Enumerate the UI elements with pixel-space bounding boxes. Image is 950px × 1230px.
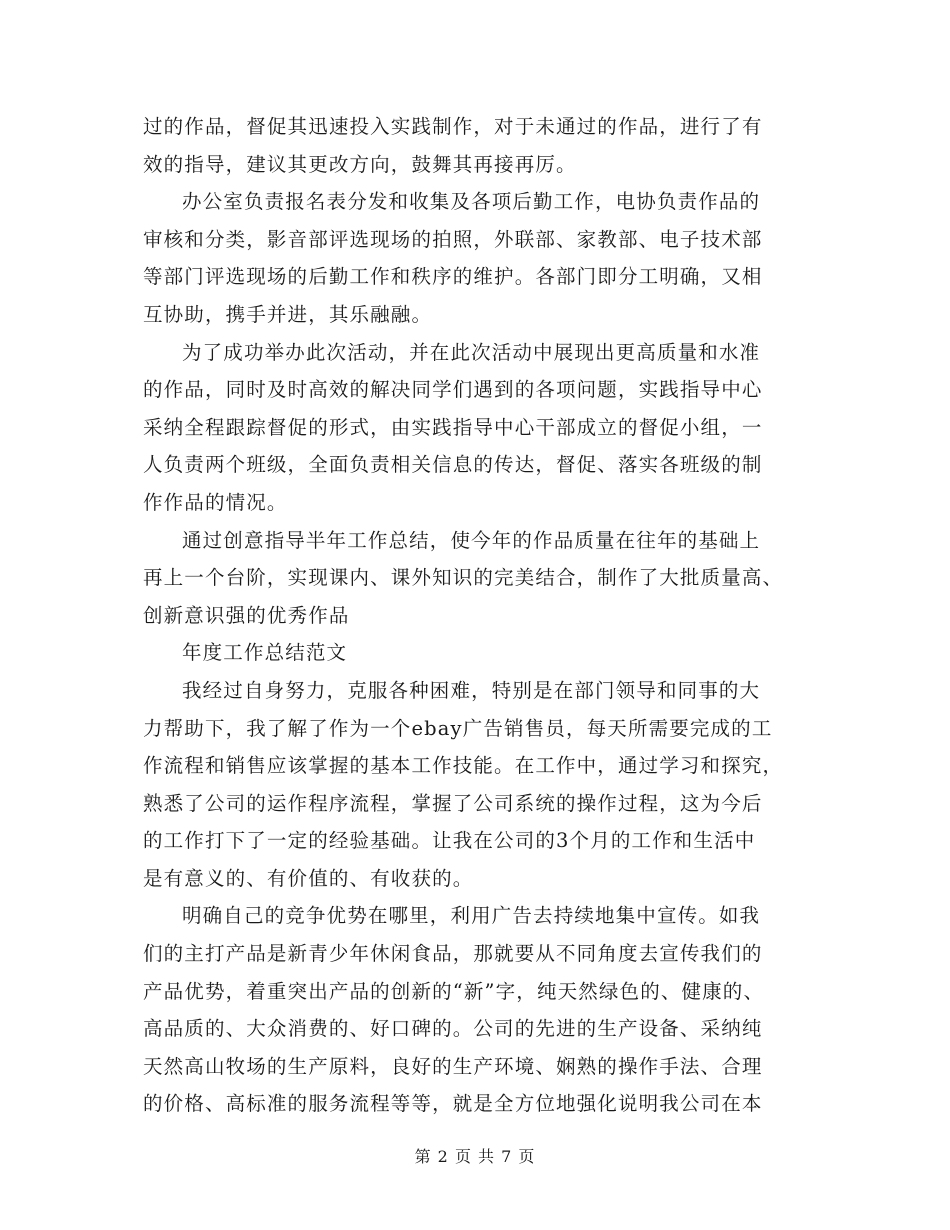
text-line: 审核和分类，影音部评选现场的拍照，外联部、家教部、电子技术部 [143, 227, 763, 251]
text-line: 是有意义的、有价值的、有收获的。 [143, 866, 474, 890]
text-line: 作流程和销售应该掌握的基本工作技能。在工作中，通过学习和探究， [143, 754, 784, 778]
body-text [143, 108, 808, 1123]
text-line: 的工作打下了一定的经验基础。让我在公司的3个月的工作和生活中 [143, 829, 756, 853]
text-line: 再上一个台阶，实现课内、课外知识的完美结合，制作了大批质量高、 [143, 566, 784, 590]
text-line: 采纳全程跟踪督促的形式，由实践指导中心干部成立的督促小组，一 [143, 415, 763, 439]
text-line: 的作品，同时及时高效的解决同学们遇到的各项问题，实践指导中心 [143, 378, 763, 402]
paragraph-start-line: 明确自己的竞争优势在哪里，利用广告去持续地集中宣传。如我 [182, 904, 761, 928]
text-line: 们的主打产品是新青少年休闲食品，那就要从不同角度去宣传我们的 [143, 942, 763, 966]
text-line: 的价格、高标准的服务流程等等，就是全方位地强化说明我公司在本 [143, 1092, 763, 1116]
paragraph-start-line: 为了成功举办此次活动，并在此次活动中展现出更高质量和水准 [182, 340, 761, 364]
text-line: 创新意识强的优秀作品 [143, 603, 350, 627]
text-line: 作作品的情况。 [143, 490, 288, 514]
text-line: 过的作品，督促其迅速投入实践制作，对于未通过的作品，进行了有 [143, 115, 763, 138]
text-line: 等部门评选现场的后勤工作和秩序的维护。各部门即分工明确，又相 [143, 265, 763, 289]
text-line: 高品质的、大众消费的、好口碑的。公司的先进的生产设备、采纳纯 [143, 1017, 763, 1041]
text-line: 熟悉了公司的运作程序流程，掌握了公司系统的操作过程，这为今后 [143, 791, 763, 815]
text-line: 互协助，携手并进，其乐融融。 [143, 302, 433, 326]
paragraph-start-line: 我经过自身努力，克服各种困难，特别是在部门领导和同事的大 [182, 678, 761, 702]
text-line: 人负责两个班级，全面负责相关信息的传达，督促、落实各班级的制 [143, 453, 763, 477]
page-number-footer: 第 2 页 共 7 页 [414, 1147, 536, 1166]
text-line: 力帮助下，我了解了作为一个ebay广告销售员，每天所需要完成的工 [143, 716, 773, 740]
text-line: 天然高山牧场的生产原料，良好的生产环境、娴熟的操作手法、合理 [143, 1054, 763, 1078]
section-heading: 年度工作总结范文 [182, 641, 348, 665]
text-line: 产品优势，着重突出产品的创新的“新”字，纯天然绿色的、健康的、 [143, 979, 765, 1003]
paragraph-start-line: 通过创意指导半年工作总结，使今年的作品质量在往年的基础上 [182, 528, 761, 552]
text-line: 效的指导，建议其更改方向，鼓舞其再接再厉。 [143, 152, 577, 176]
paragraph-start-line: 办公室负责报名表分发和收集及各项后勤工作，电协负责作品的 [182, 190, 761, 214]
